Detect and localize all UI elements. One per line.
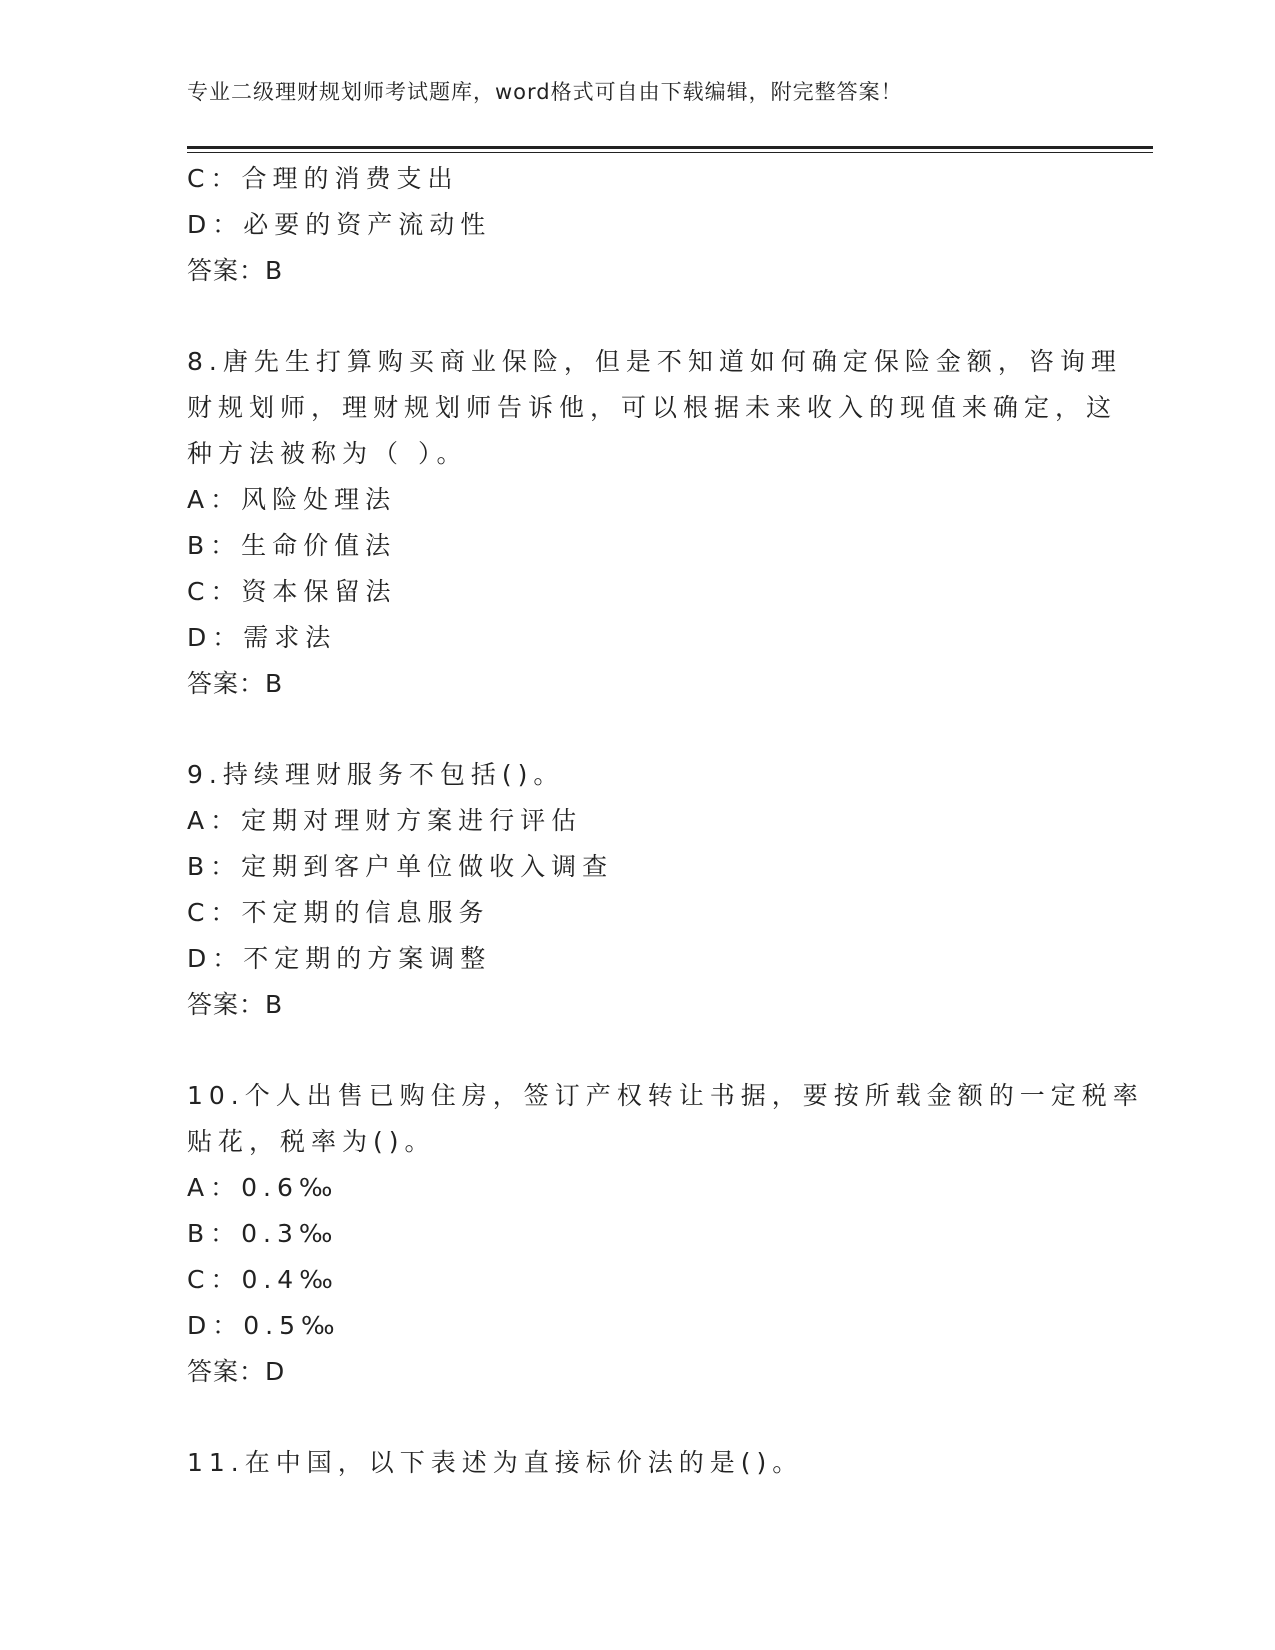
question-text-line: 8.唐先生打算购买商业保险，但是不知道如何确定保险金额，咨询理	[187, 347, 1122, 376]
option-c: C：0.4‰	[187, 1265, 339, 1294]
option-d: D：需求法	[187, 623, 337, 652]
spacer	[187, 294, 1107, 339]
option-d: D：0.5‰	[187, 1311, 341, 1340]
question-text-line: 贴花，税率为()。	[187, 1127, 436, 1156]
option-b: B：定期到客户单位做收入调查	[187, 852, 614, 881]
question-text-line: 种方法被称为（ ）。	[187, 439, 468, 468]
option-a: A：定期对理财方案进行评估	[187, 806, 583, 835]
question-7-tail	[187, 156, 1107, 294]
question-text-line: 10.个人出售已购住房，签订产权转让书据，要按所载金额的一定税率	[187, 1081, 1144, 1110]
question-11	[187, 1440, 1107, 1486]
question-text	[187, 752, 1067, 798]
question-text-line: 11.在中国，以下表述为直接标价法的是()。	[187, 1448, 804, 1477]
question-text-line: 9.持续理财服务不包括()。	[187, 760, 565, 789]
answer-line: 答案：B	[187, 990, 284, 1019]
option-a: A：0.6‰	[187, 1173, 339, 1202]
option-c: C：不定期的信息服务	[187, 898, 490, 927]
answer-line: 答案：D	[187, 1357, 286, 1386]
question-10	[187, 1073, 1144, 1395]
question-9	[187, 752, 1107, 1028]
option-d: D：必要的资产流动性	[187, 210, 492, 239]
answer-line: 答案：B	[187, 669, 284, 698]
option-a: A：风险处理法	[187, 485, 397, 514]
spacer	[187, 1028, 1107, 1073]
question-8	[187, 339, 1122, 707]
option-b: B：0.3‰	[187, 1219, 339, 1248]
header-rule-thin	[187, 152, 1153, 153]
option-b: B：生命价值法	[187, 531, 397, 560]
question-content	[187, 156, 1144, 1486]
question-text	[187, 339, 1122, 477]
question-text	[187, 1440, 1067, 1486]
answer-line: 答案：B	[187, 256, 284, 285]
option-c: C：资本保留法	[187, 577, 397, 606]
spacer	[187, 707, 1107, 752]
option-c: C：合理的消费支出	[187, 164, 459, 193]
page-header: 专业二级理财规划师考试题库，word格式可自由下载编辑，附完整答案！	[187, 80, 903, 104]
question-text-line: 财规划师，理财规划师告诉他，可以根据未来收入的现值来确定，这	[187, 393, 1118, 422]
option-d: D：不定期的方案调整	[187, 944, 492, 973]
spacer	[187, 1395, 1107, 1440]
question-text	[187, 1073, 1144, 1165]
header-rule-thick	[187, 146, 1153, 149]
